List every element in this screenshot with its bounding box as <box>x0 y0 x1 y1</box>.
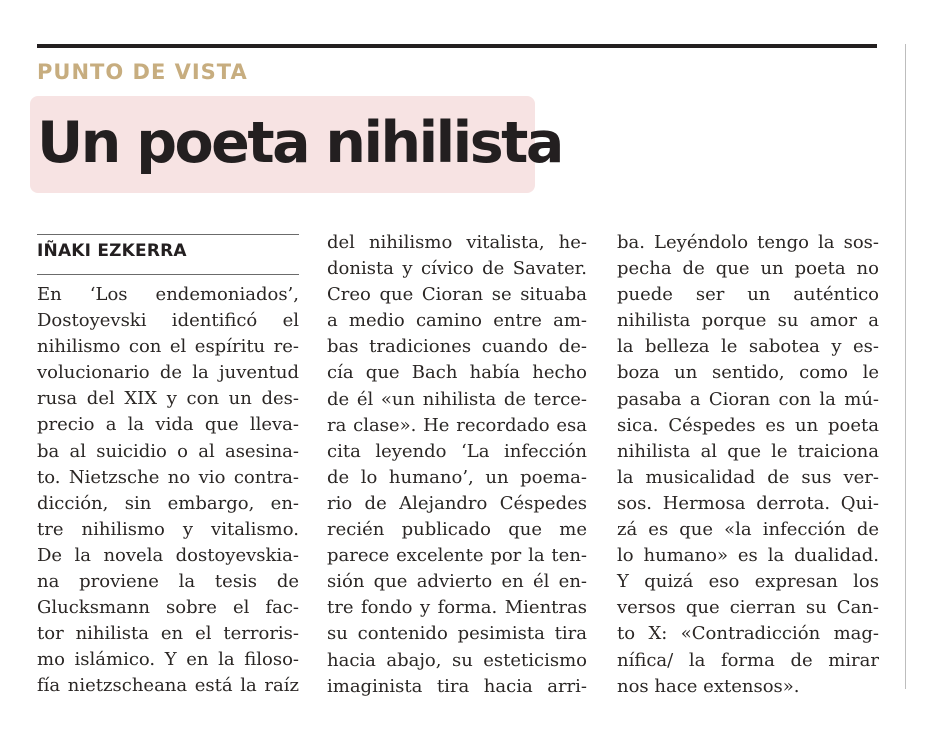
text-line: volucionario de la juventud <box>37 362 299 384</box>
text-line: pecha de que un poeta no <box>617 258 879 280</box>
text-line: tre fondo y forma. Mientras <box>327 597 587 619</box>
text-line: la musicalidad de sus ver- <box>617 466 879 488</box>
text-line: sos. Hermosa derrota. Qui- <box>617 492 879 514</box>
text-line: nihilismo con el espíritu re- <box>37 336 299 358</box>
text-line: del nihilismo vitalista, he- <box>327 232 587 253</box>
text-line: na proviene la tesis de <box>37 571 299 593</box>
text-line: a medio camino entre am- <box>327 310 587 332</box>
text-line: lo humano» es la dualidad. <box>617 545 879 567</box>
text-line: recién publicado que me <box>327 519 587 541</box>
text-line: pasaba a Cioran con la mú- <box>617 388 879 410</box>
text-line: nihilista al que le traiciona <box>617 440 879 462</box>
text-line: sión que advierto en él en- <box>327 571 587 593</box>
text-line: rio de Alejandro Céspedes <box>327 492 587 514</box>
text-line: mo islámico. Y en la filoso- <box>37 649 299 671</box>
author-rule-top <box>37 234 299 235</box>
text-line: cita leyendo ‘La infección <box>327 440 587 462</box>
text-line: Dostoyevski identificó el <box>37 310 299 332</box>
section-label: PUNTO DE VISTA <box>37 60 248 84</box>
text-line: imaginista tira hacia arri- <box>327 675 587 697</box>
text-line: De la novela dostoyevskia- <box>37 544 299 566</box>
text-line: puede ser un auténtico <box>617 284 879 306</box>
author-byline: IÑAKI EZKERRA <box>37 241 187 261</box>
article-column-1 <box>37 282 299 700</box>
text-line: precio a la vida que lleva- <box>37 414 299 436</box>
text-line: sica. Céspedes es un poeta <box>617 414 879 436</box>
text-line: nífica/ la forma de mirar <box>617 649 879 671</box>
text-line: de lo humano’, un poema- <box>327 466 587 488</box>
text-line: bas tradiciones cuando de- <box>327 336 587 358</box>
text-line: Y quizá eso expresan los <box>617 571 879 593</box>
text-line: ba al suicidio o al asesina- <box>37 440 299 462</box>
text-line: nos hace extensos». <box>617 675 800 697</box>
text-line: parece excelente por la ten- <box>327 545 587 567</box>
column-divider-right <box>905 44 906 689</box>
text-line: versos que cierran su Can- <box>617 597 879 619</box>
text-line: zá es que «la infección de <box>617 519 879 541</box>
text-line: En ‘Los endemoniados’, <box>37 284 299 305</box>
text-line: to. Nietzsche no vio contra- <box>37 466 299 488</box>
text-line: ra clase». He recordado esa <box>327 414 587 436</box>
text-line: dicción, sin embargo, en- <box>37 492 299 514</box>
text-line: rusa del XIX y con un des- <box>37 388 299 410</box>
text-line: la belleza le sabotea y es- <box>617 336 879 358</box>
text-line: Creo que Cioran se situaba <box>327 284 587 306</box>
text-line: nihilista porque su amor a <box>617 310 879 332</box>
article-column-3 <box>617 230 879 700</box>
text-line: Glucksmann sobre el fac- <box>37 597 299 619</box>
text-line: donista y cívico de Savater. <box>327 258 587 280</box>
text-line: su contenido pesimista tira <box>327 623 587 645</box>
text-line: hacia abajo, su esteticismo <box>327 649 587 671</box>
text-line: tre nihilismo y vitalismo. <box>37 518 299 540</box>
text-line: to X: «Contradicción mag- <box>617 623 879 645</box>
article-column-2 <box>327 230 587 700</box>
text-line: boza un sentido, como le <box>617 362 879 384</box>
headline: Un poeta nihilista <box>37 110 562 176</box>
text-line: tor nihilista en el terroris- <box>37 623 299 645</box>
top-rule <box>37 44 877 48</box>
text-line: ba. Leyéndolo tengo la sos- <box>617 232 879 253</box>
text-line: fía nietzscheana está la raíz <box>37 675 299 697</box>
author-rule-bottom <box>37 274 299 275</box>
text-line: cía que Bach había hecho <box>327 362 587 384</box>
text-line: de él «un nihilista de terce- <box>327 388 587 410</box>
